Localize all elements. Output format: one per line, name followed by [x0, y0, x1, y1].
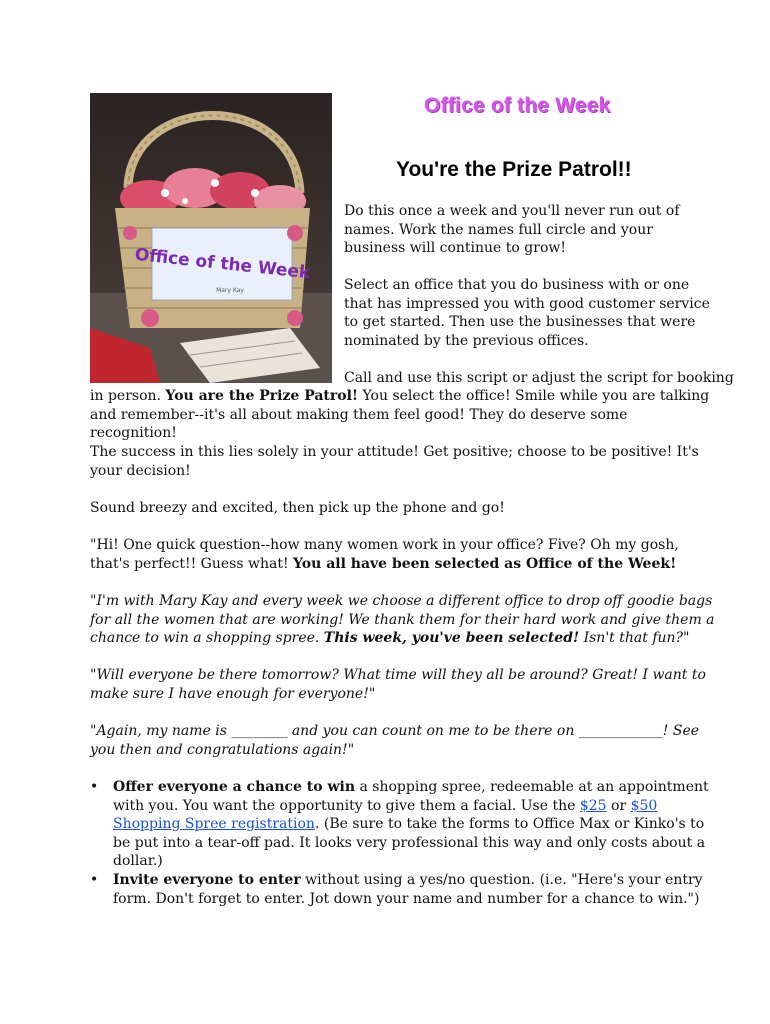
list-item [90, 871, 715, 908]
text-run: Isn't that fun?" [579, 630, 690, 646]
text-run: "I'm with Mary Kay and every week we choose a different office to drop off goodie bags for all the women that are working! We thank them for their hard work and give them a chance to win a shopping spree. [90, 593, 715, 646]
link-50-shopping-spree-registration[interactable]: $50 Shopping Spree registration [113, 797, 658, 832]
text-run: . (Be sure to take the forms to Office Max or Kinko's to be put into a tear-off pad. It looks very professional this way and only costs about a dollar.) [113, 816, 706, 869]
intro-paragraph-3-rest [90, 387, 715, 443]
prize-patrol-emphasis: You are the Prize Patrol! [165, 388, 359, 404]
list-item-body [113, 778, 715, 871]
script-schedule: "Will everyone be there tomorrow? What time will they all be around? Great! I want to make sure I have enough for everyone!" [90, 667, 706, 702]
selected-announcement: You all have been selected as Office of the Week! [293, 555, 677, 572]
selected-emphasis: This week, you've been selected! [323, 630, 580, 646]
script-closing: "Again, my name is ________ and you can count on me to be there on ____________! See you then and congratulations again!" [90, 723, 700, 758]
bullet-heading: Offer everyone a chance to win [113, 779, 356, 795]
page-title: Office of the Week [424, 94, 611, 117]
text-run: You select the office! Smile while you are talking and remember--it's all about making them feel good! They do deserve some recognition! [90, 388, 710, 441]
sign-text: Office of the Week [133, 244, 312, 284]
page-subtitle: You're the Prize Patrol!! [396, 158, 632, 181]
text-run: without using a yes/no question. (i.e. "Here's your entry form. Don't forget to enter. Jot down your name and number for a chance to win.") [113, 872, 703, 907]
text-run: in person. [90, 388, 166, 404]
text-run: "Hi! One quick question--how many women work in your office? Five? Oh my gosh, that's perfect!! Guess what! [90, 537, 679, 572]
link-25-registration[interactable]: $25 [579, 797, 607, 814]
text-run: or [606, 797, 631, 814]
intro-paragraph-3-line1: Call and use this script or adjust the script for booking [344, 370, 734, 386]
bullet-icon: • [90, 779, 99, 795]
script-explanation [90, 592, 715, 648]
call-prompt-paragraph: Sound breezy and excited, then pick up the phone and go! [90, 500, 505, 516]
sign-small-text: Mary Kay [216, 287, 244, 294]
basket-photo [90, 93, 332, 383]
text-run: a shopping spree, redeemable at an appointment with you. You want the opportunity to give them a facial. Use the [113, 779, 709, 814]
basket-illustration [90, 93, 332, 383]
intro-paragraph-2: Select an office that you do business with or one that has impressed you with good customer service to get started. Then use the businesses that were nominated by the previous offices. [344, 277, 710, 349]
bullet-heading: Invite everyone to enter [113, 872, 301, 888]
list-item [90, 778, 715, 871]
list-item-body [113, 871, 715, 908]
bullet-icon: • [90, 872, 99, 888]
attitude-paragraph: The success in this lies solely in your attitude! Get positive; choose to be positive! It's your decision! [90, 444, 699, 479]
script-greeting [90, 536, 715, 573]
intro-paragraph-1: Do this once a week and you'll never run out of names. Work the names full circle and your business will continue to grow! [344, 203, 680, 256]
